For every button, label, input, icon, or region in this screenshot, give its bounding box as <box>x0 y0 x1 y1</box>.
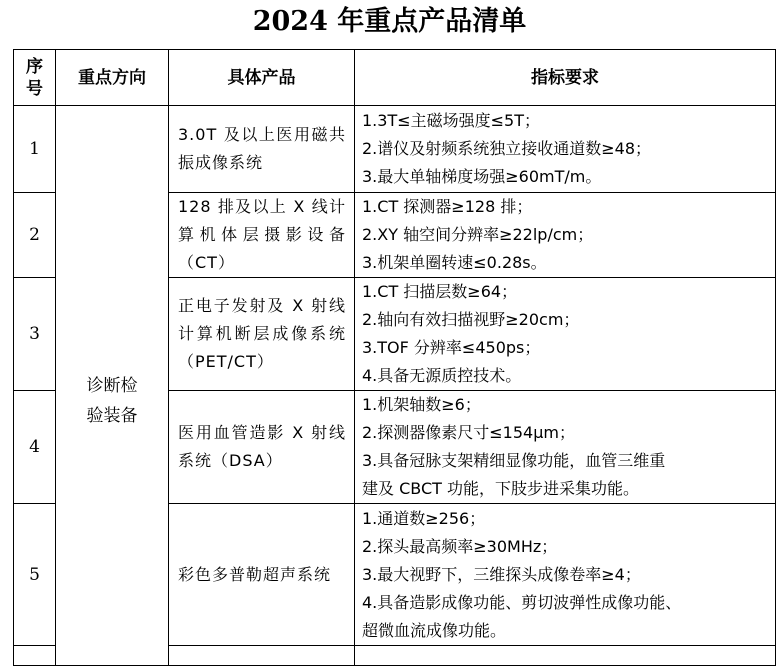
requirement-line: 2.谱仪及射频系统独立接收通道数≥48； <box>362 139 652 158</box>
header-product: 具体产品 <box>169 50 355 106</box>
requirement-line: 2.探测器像素尺寸≤154μm； <box>362 423 575 442</box>
product-table <box>13 49 776 666</box>
requirement-line: 1.CT 扫描层数≥64； <box>362 282 518 301</box>
header-direction: 重点方向 <box>56 50 169 106</box>
table-header-row <box>14 50 776 106</box>
requirement-line: 3.最大单轴梯度场强≥60mT/m。 <box>362 167 602 186</box>
page-title: 2024 年重点产品清单 <box>252 6 527 37</box>
row-seq: 5 <box>14 504 56 646</box>
requirement-line: 3.具备冠脉支架精细显像功能，血管三维重 <box>362 451 666 470</box>
header-requirement: 指标要求 <box>355 50 776 106</box>
requirement-cell <box>355 646 776 666</box>
requirement-line: 3.机架单圈转速≤0.28s。 <box>362 253 547 272</box>
requirement-line: 2.XY 轴空间分辨率≥22lp/cm； <box>362 225 594 244</box>
requirement-line: 4.具备造影成像功能、剪切波弹性成像功能、 <box>362 592 682 612</box>
requirement-cell <box>355 278 776 391</box>
requirement-line: 1.3T≤主磁场强度≤5T； <box>362 111 540 130</box>
requirement-line: 超微血流成像功能。 <box>362 620 507 640</box>
requirement-cell <box>355 193 776 278</box>
product-cell: 128 排及以上 X 线计算机体层摄影设备（CT） <box>169 193 355 278</box>
requirement-line: 2.轴向有效扫描视野≥20cm； <box>362 310 580 329</box>
row-seq: 4 <box>14 391 56 504</box>
row-seq: 1 <box>14 106 56 193</box>
row-seq: 3 <box>14 278 56 391</box>
row-seq: 2 <box>14 193 56 278</box>
header-seq: 序号 <box>14 50 56 106</box>
product-cell: 3.0T 及以上医用磁共振成像系统 <box>169 106 355 193</box>
requirement-line: 1.CT 探测器≥128 排； <box>362 197 533 216</box>
direction-cell <box>56 106 169 666</box>
product-cell: 彩色多普勒超声系统 <box>169 504 355 646</box>
direction-label: 诊断检验装备 <box>86 375 138 426</box>
product-cell: 正电子发射及 X 射线计算机断层成像系统（PET/CT） <box>169 278 355 391</box>
table-row <box>14 106 776 193</box>
requirement-cell <box>355 391 776 504</box>
requirement-line: 3.TOF 分辨率≤450ps； <box>362 338 541 357</box>
requirement-line: 1.通道数≥256； <box>362 508 486 528</box>
product-cell: 医用血管造影 X 射线系统（DSA） <box>169 391 355 504</box>
requirement-cell <box>355 106 776 193</box>
requirement-line: 2.探头最高频率≥30MHz； <box>362 536 558 556</box>
product-cell <box>169 646 355 666</box>
requirement-line: 4.具备无源质控技术。 <box>362 366 522 385</box>
requirement-line: 1.机架轴数≥6； <box>362 395 481 414</box>
row-seq <box>14 646 56 666</box>
requirement-cell <box>355 504 776 646</box>
requirement-line: 3.最大视野下，三维探头成像卷率≥4； <box>362 564 641 584</box>
requirement-line: 建及 CBCT 功能，下肢步进采集功能。 <box>362 479 639 498</box>
